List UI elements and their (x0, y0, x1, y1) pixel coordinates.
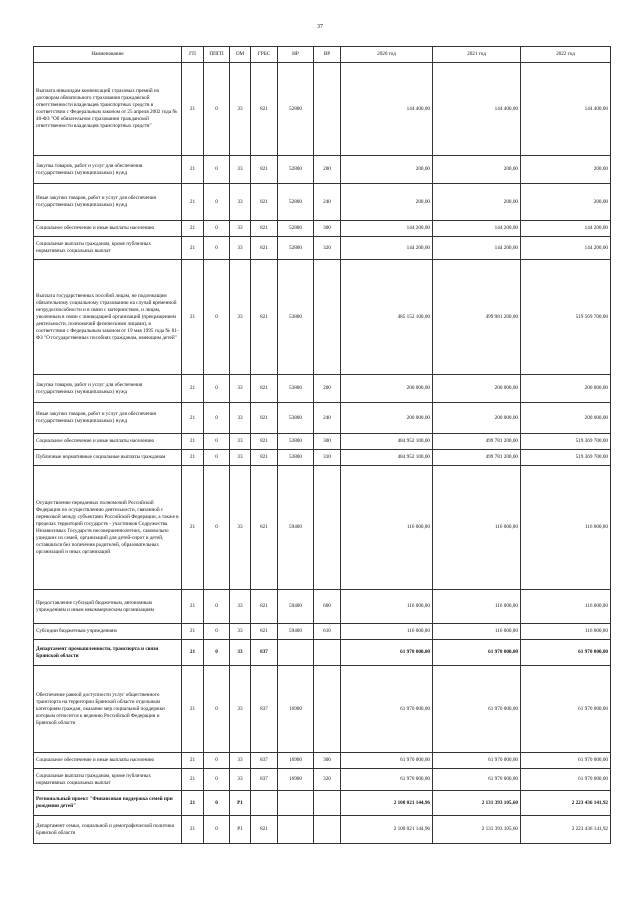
grbs-cell: 821 (251, 624, 278, 640)
amount-2021-cell: 61 970 000,00 (433, 753, 521, 769)
amount-2021-cell: 499 781 200,00 (433, 450, 521, 466)
table-row (34, 791, 611, 816)
gp-cell: 21 (182, 63, 204, 156)
om-cell: 33 (230, 466, 251, 590)
amount-2021-cell: 200 000,00 (433, 375, 521, 403)
amount-2021-cell: 499 781 200,00 (433, 434, 521, 450)
header-2020: 2020 год (341, 47, 433, 63)
amount-2021-cell: 116 000,00 (433, 624, 521, 640)
table-row (34, 156, 611, 184)
amount-2022-cell: 61 970 000,00 (521, 769, 611, 791)
row-name-cell: Обеспечение равной доступности услуг общественного транспорта на территории Брянской области отдельным категориям граждан, оказание мер социальной поддержки которым относится к ведению Российской Федерации и Брянской области (34, 666, 182, 753)
om-cell: 33 (230, 434, 251, 450)
amount-2020-cell: 61 970 000,00 (341, 666, 433, 753)
table-row (34, 450, 611, 466)
amount-2020-cell: 200 000,00 (341, 403, 433, 434)
row-name-cell: Социальное обеспечение и иные выплаты населению (34, 434, 182, 450)
nr-cell: 52800 (278, 221, 314, 237)
grbs-cell: 837 (251, 753, 278, 769)
header-gp: ГП (182, 47, 204, 63)
vr-cell (314, 63, 341, 156)
om-cell: 33 (230, 375, 251, 403)
vr-cell (314, 466, 341, 590)
grbs-cell: 821 (251, 156, 278, 184)
row-name-cell: Выплата инвалидам компенсаций страховых премий по договорам обязательного страхования гражданской ответственности владельцев транспортных средств в соответствии с Федеральным законом от 25 апреля 2002 года № 40-ФЗ "Об обязательном страховании гражданской ответственности владельцев транспортных средств" (34, 63, 182, 156)
om-cell: 33 (230, 666, 251, 753)
vr-cell (314, 816, 341, 844)
table-row (34, 590, 611, 624)
amount-2020-cell: 2 100 021 144,96 (341, 816, 433, 844)
amount-2020-cell: 116 000,00 (341, 466, 433, 590)
ppgp-cell: 0 (204, 260, 230, 375)
amount-2020-cell: 200 000,00 (341, 375, 433, 403)
nr-cell (278, 816, 314, 844)
ppgp-cell: 0 (204, 375, 230, 403)
gp-cell: 21 (182, 791, 204, 816)
amount-2020-cell: 485 152 100,00 (341, 260, 433, 375)
gp-cell: 21 (182, 666, 204, 753)
gp-cell: 21 (182, 769, 204, 791)
om-cell: 33 (230, 63, 251, 156)
row-name-cell: Публичные нормативные социальные выплаты гражданам (34, 450, 182, 466)
table-row (34, 184, 611, 221)
grbs-cell: 837 (251, 769, 278, 791)
om-cell: 33 (230, 590, 251, 624)
ppgp-cell: 0 (204, 237, 230, 260)
row-name-cell: Выплата государственных пособий лицам, не подлежащим обязательному социальному страхованию на случай временной нетрудоспособности и в связи с материнством, и лицам, уволенным в связи с ликвидацией организаций (прекращением деятельности, полномочий физическими лицами), в соответствии с Федеральным законом от 19 мая 1995 года № 81-ФЗ "О государственных пособиях гражданам, имеющим детей" (34, 260, 182, 375)
amount-2020-cell: 144 200,00 (341, 221, 433, 237)
vr-cell: 320 (314, 237, 341, 260)
header-nr: НР (278, 47, 314, 63)
vr-cell (314, 260, 341, 375)
grbs-cell (251, 791, 278, 816)
amount-2022-cell: 2 223 436 141,92 (521, 791, 611, 816)
nr-cell: 52800 (278, 156, 314, 184)
om-cell: 33 (230, 184, 251, 221)
ppgp-cell: 0 (204, 816, 230, 844)
amount-2020-cell: 200,00 (341, 184, 433, 221)
row-name-cell: Осуществление переданных полномочий Российской Федерации по осуществлению деятельности, связанной с перевозкой между субъектами Российской Федерации, а также в пределах территорий государств - участников Содружества Независимых Государств несовершеннолетних, самовольно ушедших из семей, организаций для детей-сирот и детей, оставшихся без попечения родителей, образовательных организаций и иных организаций (34, 466, 182, 590)
amount-2022-cell: 144 200,00 (521, 221, 611, 237)
grbs-cell: 821 (251, 63, 278, 156)
om-cell: 33 (230, 450, 251, 466)
table-row (34, 769, 611, 791)
amount-2020-cell: 61 970 000,00 (341, 640, 433, 666)
vr-cell: 300 (314, 434, 341, 450)
om-cell: 33 (230, 221, 251, 237)
row-name-cell: Департамент промышленности, транспорта и связи Брянской области (34, 640, 182, 666)
nr-cell: 59400 (278, 624, 314, 640)
amount-2020-cell: 2 100 021 144,96 (341, 791, 433, 816)
vr-cell: 600 (314, 590, 341, 624)
row-name-cell: Закупка товаров, работ и услуг для обеспечения государственных (муниципальных) нужд (34, 375, 182, 403)
grbs-cell: 837 (251, 640, 278, 666)
ppgp-cell: 0 (204, 753, 230, 769)
ppgp-cell: 0 (204, 666, 230, 753)
amount-2021-cell: 116 000,00 (433, 590, 521, 624)
om-cell: 33 (230, 156, 251, 184)
header-2021: 2021 год (433, 47, 521, 63)
table-row (34, 624, 611, 640)
ppgp-cell: 0 (204, 434, 230, 450)
nr-cell (278, 791, 314, 816)
gp-cell: 21 (182, 156, 204, 184)
amount-2021-cell: 200,00 (433, 184, 521, 221)
nr-cell: 52800 (278, 184, 314, 221)
om-cell: 33 (230, 640, 251, 666)
amount-2021-cell: 61 970 000,00 (433, 640, 521, 666)
vr-cell: 240 (314, 403, 341, 434)
ppgp-cell: 0 (204, 450, 230, 466)
ppgp-cell: 0 (204, 466, 230, 590)
gp-cell: 21 (182, 184, 204, 221)
row-name-cell: Социальное обеспечение и иные выплаты населению (34, 753, 182, 769)
amount-2022-cell: 144 200,00 (521, 237, 611, 260)
amount-2020-cell: 116 000,00 (341, 590, 433, 624)
row-name-cell: Предоставление субсидий бюджетным, автономным учреждениям и иным некоммерческим организациям (34, 590, 182, 624)
amount-2020-cell: 484 952 100,00 (341, 434, 433, 450)
table-header-row (34, 47, 611, 63)
header-name: Наименование (34, 47, 182, 63)
om-cell: P1 (230, 791, 251, 816)
om-cell: 33 (230, 769, 251, 791)
nr-cell: 53800 (278, 260, 314, 375)
nr-cell: 52800 (278, 63, 314, 156)
om-cell: 33 (230, 260, 251, 375)
om-cell: 33 (230, 624, 251, 640)
nr-cell: 59400 (278, 466, 314, 590)
row-name-cell: Социальное обеспечение и иные выплаты населению (34, 221, 182, 237)
om-cell: 33 (230, 237, 251, 260)
header-om: ОМ (230, 47, 251, 63)
amount-2022-cell: 519 369 700,00 (521, 450, 611, 466)
gp-cell: 21 (182, 260, 204, 375)
om-cell: P1 (230, 816, 251, 844)
grbs-cell: 821 (251, 434, 278, 450)
ppgp-cell: 0 (204, 221, 230, 237)
row-name-cell: Субсидии бюджетным учреждениям (34, 624, 182, 640)
gp-cell: 21 (182, 640, 204, 666)
gp-cell: 21 (182, 450, 204, 466)
vr-cell (314, 640, 341, 666)
amount-2022-cell: 116 000,00 (521, 466, 611, 590)
amount-2020-cell: 200,00 (341, 156, 433, 184)
nr-cell: 59400 (278, 590, 314, 624)
ppgp-cell: 0 (204, 63, 230, 156)
amount-2021-cell: 116 000,00 (433, 466, 521, 590)
table-row (34, 816, 611, 844)
table-row (34, 221, 611, 237)
om-cell: 33 (230, 403, 251, 434)
amount-2021-cell: 499 981 200,00 (433, 260, 521, 375)
gp-cell: 21 (182, 434, 204, 450)
row-name-cell: Социальные выплаты гражданам, кроме публичных нормативных социальных выплат (34, 237, 182, 260)
amount-2021-cell: 200 000,00 (433, 403, 521, 434)
gp-cell: 21 (182, 624, 204, 640)
amount-2021-cell: 2 131 393 105,60 (433, 816, 521, 844)
gp-cell: 21 (182, 375, 204, 403)
vr-cell: 310 (314, 450, 341, 466)
table-row (34, 640, 611, 666)
nr-cell: 53800 (278, 450, 314, 466)
ppgp-cell: 0 (204, 640, 230, 666)
table-row (34, 375, 611, 403)
amount-2020-cell: 116 000,00 (341, 624, 433, 640)
header-ppgp: ППГП (204, 47, 230, 63)
grbs-cell: 821 (251, 450, 278, 466)
om-cell: 33 (230, 753, 251, 769)
ppgp-cell: 0 (204, 590, 230, 624)
amount-2021-cell: 144 200,00 (433, 237, 521, 260)
nr-cell: 16900 (278, 666, 314, 753)
amount-2022-cell: 61 970 000,00 (521, 753, 611, 769)
amount-2020-cell: 144 200,00 (341, 237, 433, 260)
amount-2022-cell: 116 000,00 (521, 590, 611, 624)
grbs-cell: 821 (251, 184, 278, 221)
table-row (34, 237, 611, 260)
vr-cell: 300 (314, 753, 341, 769)
amount-2021-cell: 144 200,00 (433, 221, 521, 237)
row-name-cell: Иные закупки товаров, работ и услуг для обеспечения государственных (муниципальных) нужд (34, 403, 182, 434)
vr-cell: 300 (314, 221, 341, 237)
amount-2022-cell: 61 970 000,00 (521, 640, 611, 666)
amount-2022-cell: 61 970 000,00 (521, 666, 611, 753)
vr-cell (314, 666, 341, 753)
table-body (34, 63, 611, 844)
amount-2020-cell: 484 952 100,00 (341, 450, 433, 466)
grbs-cell: 821 (251, 237, 278, 260)
vr-cell: 240 (314, 184, 341, 221)
nr-cell: 52800 (278, 237, 314, 260)
grbs-cell: 821 (251, 221, 278, 237)
amount-2020-cell: 61 970 000,00 (341, 769, 433, 791)
amount-2021-cell: 61 970 000,00 (433, 666, 521, 753)
amount-2022-cell: 519 569 700,00 (521, 260, 611, 375)
row-name-cell: Социальные выплаты гражданам, кроме публичных нормативных социальных выплат (34, 769, 182, 791)
header-vr: ВР (314, 47, 341, 63)
row-name-cell: Департамент семьи, социальной и демографической политики Брянской области (34, 816, 182, 844)
vr-cell: 200 (314, 156, 341, 184)
budget-table (33, 46, 611, 844)
ppgp-cell: 0 (204, 769, 230, 791)
gp-cell: 21 (182, 221, 204, 237)
grbs-cell: 821 (251, 466, 278, 590)
table-row (34, 260, 611, 375)
nr-cell: 53800 (278, 403, 314, 434)
ppgp-cell: 0 (204, 184, 230, 221)
amount-2022-cell: 116 000,00 (521, 624, 611, 640)
amount-2021-cell: 2 131 393 105,60 (433, 791, 521, 816)
nr-cell: 53800 (278, 434, 314, 450)
amount-2022-cell: 2 223 436 141,92 (521, 816, 611, 844)
gp-cell: 21 (182, 753, 204, 769)
grbs-cell: 821 (251, 590, 278, 624)
amount-2022-cell: 200 000,00 (521, 403, 611, 434)
header-2022: 2022 год (521, 47, 611, 63)
vr-cell (314, 791, 341, 816)
table-row (34, 666, 611, 753)
vr-cell: 200 (314, 375, 341, 403)
table-row (34, 466, 611, 590)
row-name-cell: Иные закупки товаров, работ и услуг для обеспечения государственных (муниципальных) нужд (34, 184, 182, 221)
amount-2022-cell: 519 369 700,00 (521, 434, 611, 450)
ppgp-cell: 0 (204, 624, 230, 640)
table-row (34, 434, 611, 450)
grbs-cell: 821 (251, 816, 278, 844)
row-name-cell: Закупка товаров, работ и услуг для обеспечения государственных (муниципальных) нужд (34, 156, 182, 184)
ppgp-cell: 0 (204, 791, 230, 816)
ppgp-cell: 0 (204, 403, 230, 434)
amount-2022-cell: 144 400,00 (521, 63, 611, 156)
grbs-cell: 837 (251, 666, 278, 753)
grbs-cell: 821 (251, 260, 278, 375)
nr-cell: 53800 (278, 375, 314, 403)
amount-2021-cell: 61 970 000,00 (433, 769, 521, 791)
grbs-cell: 821 (251, 403, 278, 434)
ppgp-cell: 0 (204, 156, 230, 184)
gp-cell: 21 (182, 816, 204, 844)
row-name-cell: Региональный проект "Финансовая поддержка семей при рождении детей" (34, 791, 182, 816)
vr-cell: 320 (314, 769, 341, 791)
grbs-cell: 821 (251, 375, 278, 403)
amount-2022-cell: 200,00 (521, 156, 611, 184)
table-row (34, 753, 611, 769)
gp-cell: 21 (182, 466, 204, 590)
amount-2020-cell: 144 400,00 (341, 63, 433, 156)
nr-cell: 16900 (278, 753, 314, 769)
page-number: 37 (317, 24, 323, 30)
nr-cell: 16900 (278, 769, 314, 791)
gp-cell: 21 (182, 403, 204, 434)
gp-cell: 21 (182, 237, 204, 260)
amount-2022-cell: 200,00 (521, 184, 611, 221)
gp-cell: 21 (182, 590, 204, 624)
table-row (34, 403, 611, 434)
amount-2021-cell: 144 400,00 (433, 63, 521, 156)
vr-cell: 610 (314, 624, 341, 640)
header-grbs: ГРБС (251, 47, 278, 63)
amount-2022-cell: 200 000,00 (521, 375, 611, 403)
nr-cell (278, 640, 314, 666)
amount-2020-cell: 61 970 000,00 (341, 753, 433, 769)
table-row (34, 63, 611, 156)
amount-2021-cell: 200,00 (433, 156, 521, 184)
